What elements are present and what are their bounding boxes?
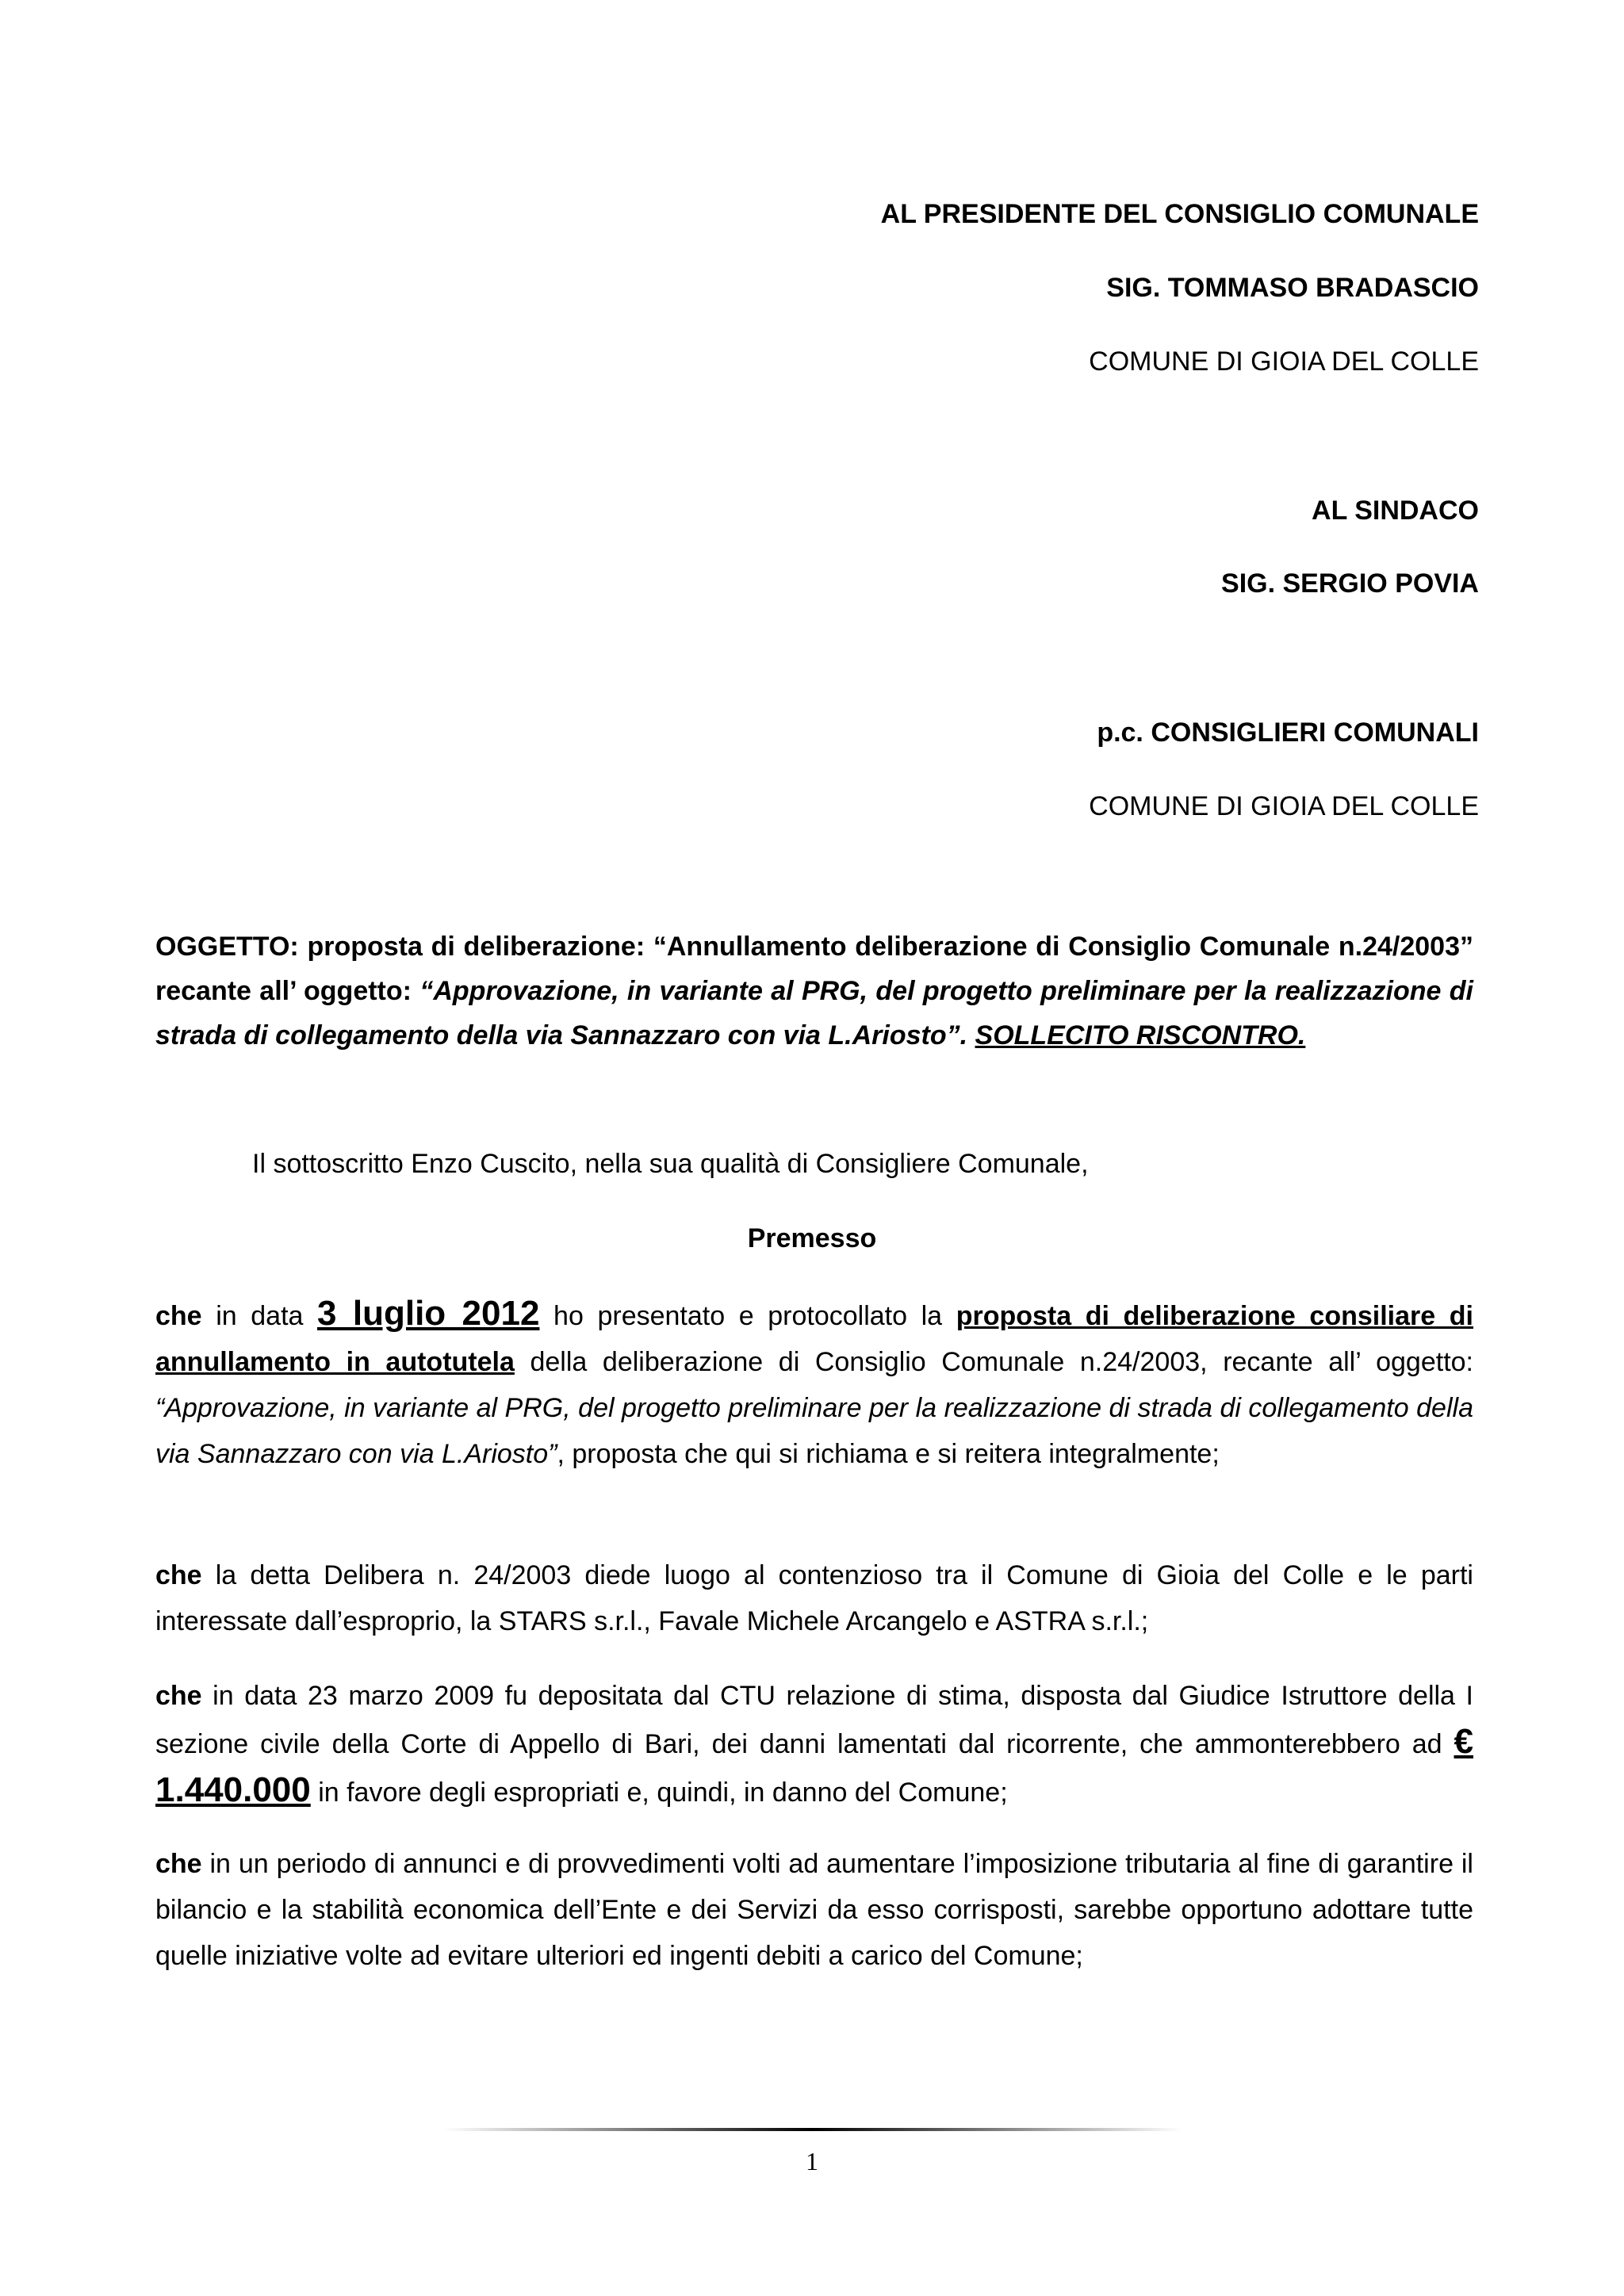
paragraph-text: la detta Delibera n. 24/2003 diede luogo al contenzioso tra il Comune di Gioia del Colle e le parti interessate dall’esproprio, la STARS s.r.l., Favale Michele Arcangelo e ASTRA s.r.l.; xyxy=(155,1560,1473,1636)
subject-label: OGGETTO: xyxy=(155,932,299,962)
recipient-mayor-name: SIG. SERGIO POVIA xyxy=(1221,568,1479,599)
highlight-proposal: proposta di deliberazione consiliare di annullamento in autotutela xyxy=(155,1301,1473,1377)
paragraph-text: , proposta che qui si richiama e si reitera integralmente; xyxy=(557,1439,1220,1469)
recipient-cc-title: p.c. CONSIGLIERI COMUNALI xyxy=(1097,718,1479,748)
paragraph-text: della deliberazione di Consiglio Comunale n.24/2003, recante all’ oggetto: xyxy=(514,1347,1473,1377)
subject-italic-title: “Approvazione, in variante al PRG, del progetto preliminare per la realizzazione di strada di collegamento della via Sannazzaro con via L.Ariosto”. xyxy=(155,976,1473,1050)
recipient-cc-comune: COMUNE DI GIOIA DEL COLLE xyxy=(1089,791,1479,821)
intro-line: Il sottoscritto Enzo Cuscito, nella sua qualità di Consigliere Comunale, xyxy=(252,1149,1089,1179)
subject-gap xyxy=(967,1020,975,1050)
subject-text: proposta di deliberazione: “Annullamento deliberazione di Consiglio Comunale n.24/2003” recante all’ oggetto: xyxy=(155,932,1473,1006)
subject-sollecito: SOLLECITO RISCONTRO. xyxy=(975,1020,1306,1050)
che-keyword: che xyxy=(155,1301,202,1331)
premise-paragraph-4 xyxy=(155,1841,1473,1979)
highlight-amount: € 1.440.000 xyxy=(155,1722,1473,1809)
paragraph-text: in data xyxy=(201,1301,318,1331)
paragraph-text: ho presentato e protocollato la xyxy=(539,1301,956,1331)
che-keyword: che xyxy=(155,1849,202,1879)
premise-paragraph-1 xyxy=(155,1291,1473,1477)
recipient-mayor-title: AL SINDACO xyxy=(1312,496,1479,526)
premise-paragraph-2 xyxy=(155,1552,1473,1644)
italic-title: “Approvazione, in variante al PRG, del progetto preliminare per la realizzazione di strada di collegamento della via Sannazzaro con via L.Ariosto” xyxy=(155,1393,1473,1469)
footer-divider xyxy=(444,2128,1182,2131)
subject-paragraph xyxy=(155,924,1473,1058)
paragraph-text: in data 23 marzo 2009 fu depositata dal CTU relazione di stima, disposta dal Giudice Istruttore della I sezione civile della Corte di Appello di Bari, dei danni lamentati dal ricorrente, che ammonterebbero ad xyxy=(155,1681,1473,1759)
page-number: 1 xyxy=(806,2147,818,2175)
paragraph-text: in un periodo di annunci e di provvedimenti volti ad aumentare l’imposizione tributaria al fine di garantire il bilancio e la stabilità economica dell’Ente e dei Servizi da esso corrisposti, sarebbe opportuno adottare tutte quelle iniziative volte ad evitare ulteriori ed ingenti debiti a carico del Comune; xyxy=(155,1849,1473,1971)
recipient-president-name: SIG. TOMMASO BRADASCIO xyxy=(1106,273,1479,303)
che-keyword: che xyxy=(155,1560,202,1590)
paragraph-text: in favore degli espropriati e, quindi, in danno del Comune; xyxy=(310,1777,1008,1808)
che-keyword: che xyxy=(155,1681,202,1711)
premesso-heading: Premesso xyxy=(747,1223,877,1253)
recipient-president-title: AL PRESIDENTE DEL CONSIGLIO COMUNALE xyxy=(880,199,1479,229)
premise-paragraph-3 xyxy=(155,1673,1473,1816)
highlight-date: 3 luglio 2012 xyxy=(317,1294,540,1333)
recipient-president-comune: COMUNE DI GIOIA DEL COLLE xyxy=(1089,346,1479,377)
